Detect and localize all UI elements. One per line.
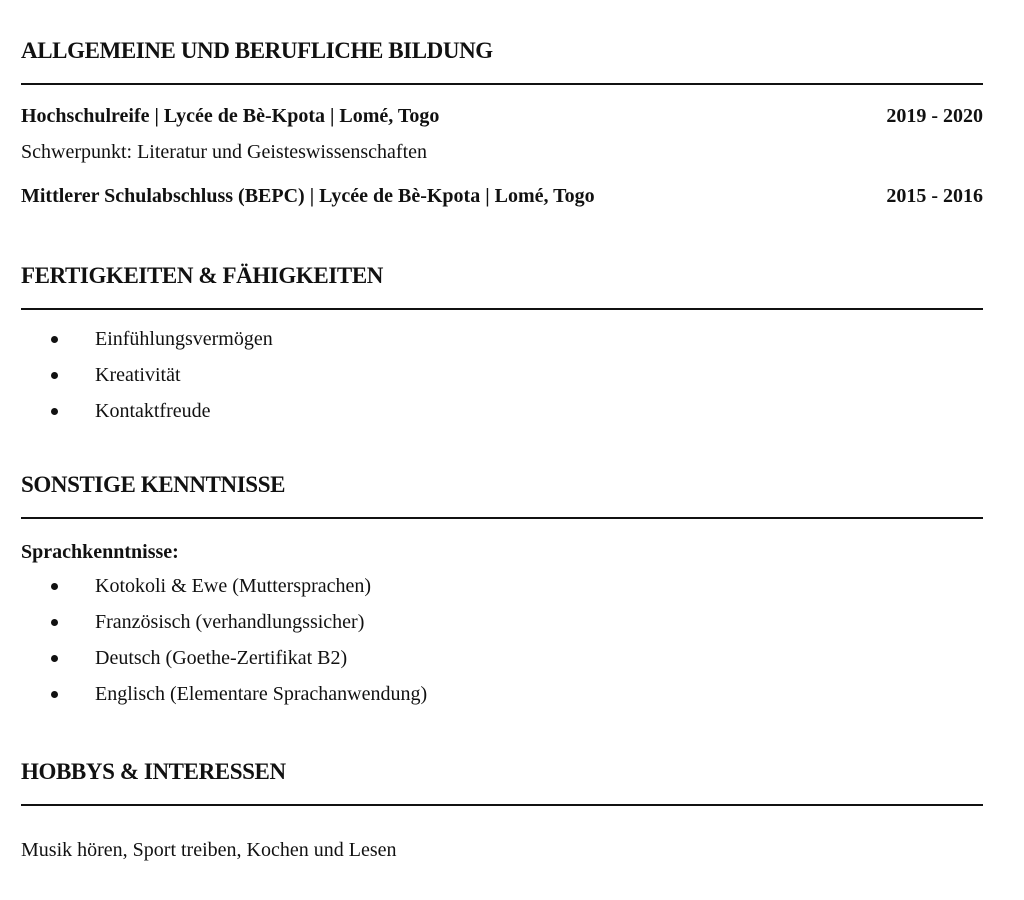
- skill-label: Kontaktfreude: [95, 400, 211, 422]
- skills-list: [21, 321, 983, 429]
- section-divider: [21, 83, 983, 85]
- hobbies-text: Musik hören, Sport treiben, Kochen und Lesen: [21, 839, 397, 861]
- skills-heading: FERTIGKEITEN & FÄHIGKEITEN: [21, 263, 383, 288]
- bullet-icon: [51, 336, 58, 343]
- skill-label: Kreativität: [95, 364, 181, 386]
- list-item: [21, 357, 983, 393]
- hobbies-section: [21, 758, 983, 863]
- education-entry-2-years: 2015 - 2016: [886, 185, 983, 207]
- bullet-icon: [51, 408, 58, 415]
- education-entry-1: [21, 103, 983, 129]
- other-knowledge-heading: SONSTIGE KENNTNISSE: [21, 472, 286, 497]
- section-divider: [21, 804, 983, 806]
- other-knowledge-section: [21, 471, 983, 712]
- languages-list: [21, 568, 983, 712]
- hobbies-heading: HOBBYS & INTERESSEN: [21, 759, 286, 784]
- skills-section: [21, 262, 983, 429]
- list-item: [21, 393, 983, 429]
- bullet-icon: [51, 619, 58, 626]
- section-divider: [21, 517, 983, 519]
- list-item: [21, 568, 983, 604]
- bullet-icon: [51, 691, 58, 698]
- language-label: Englisch (Elementare Sprachanwendung): [95, 683, 428, 705]
- bullet-icon: [51, 372, 58, 379]
- skill-label: Einfühlungsvermögen: [95, 328, 273, 350]
- education-section: [21, 37, 983, 209]
- education-heading: ALLGEMEINE UND BERUFLICHE BILDUNG: [21, 38, 493, 63]
- language-label: Französisch (verhandlungssicher): [95, 611, 365, 633]
- list-item: [21, 321, 983, 357]
- education-entry-1-years: 2019 - 2020: [886, 105, 983, 127]
- education-entry-2-text: Mittlerer Schulabschluss (BEPC) | Lycée de Bè-Kpota | Lomé, Togo: [21, 185, 595, 207]
- bullet-icon: [51, 655, 58, 662]
- education-entry-1-text: Hochschulreife | Lycée de Bè-Kpota | Lomé, Togo: [21, 105, 440, 127]
- education-entry-2: [21, 183, 983, 209]
- languages-subheading: Sprachkenntnisse:: [21, 541, 179, 563]
- language-label: Kotokoli & Ewe (Muttersprachen): [95, 575, 372, 597]
- section-divider: [21, 308, 983, 310]
- list-item: [21, 676, 983, 712]
- list-item: [21, 604, 983, 640]
- education-entry-1-detail: Schwerpunkt: Literatur und Geisteswissenschaften: [21, 141, 428, 163]
- list-item: [21, 640, 983, 676]
- language-label: Deutsch (Goethe-Zertifikat B2): [95, 647, 348, 669]
- bullet-icon: [51, 583, 58, 590]
